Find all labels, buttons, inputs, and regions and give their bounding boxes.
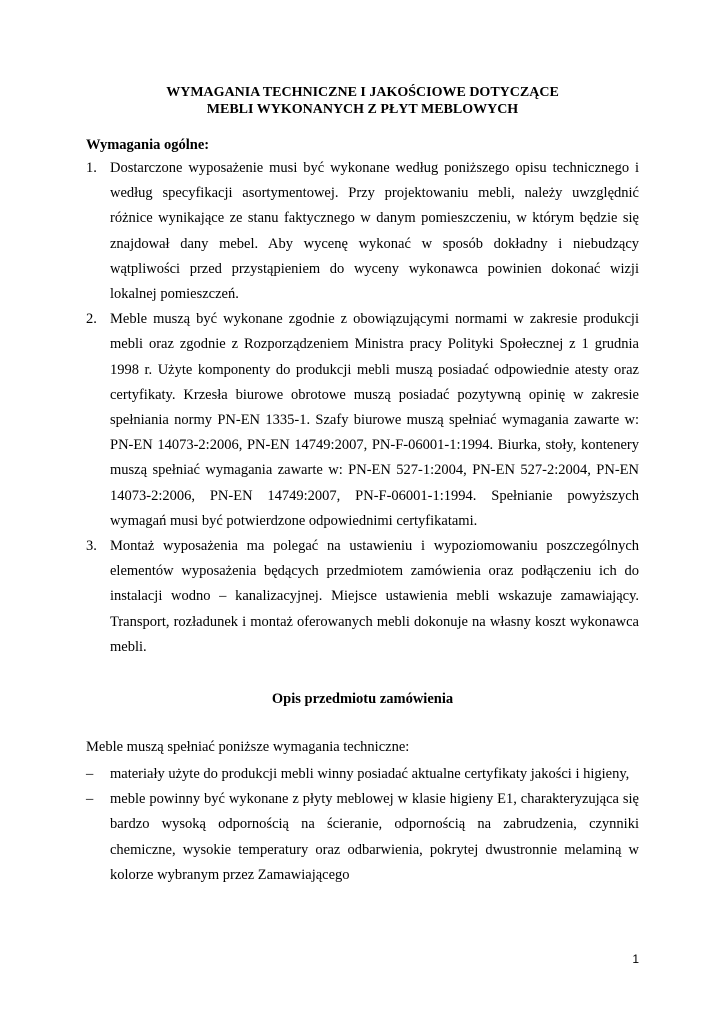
- list-item-text: Dostarczone wyposażenie musi być wykonane według poniższego opisu technicznego i według specyfikacji asortymentowej. Przy projektowaniu mebli, należy uwzględnić różnice wynikające ze stanu faktycznego w danym pomieszczeniu, w którym będzie się znajdował dany mebel. Aby wycenę wykonać w sposób dokładny i niebudzący wątpliwości przed przystąpieniem do wyceny wykonawca powinien dokonać wizji lokalnej pomieszczeń.: [110, 160, 639, 303]
- dash-bullet: –: [86, 766, 94, 782]
- list-item: [86, 307, 639, 534]
- list-item-text: Meble muszą być wykonane zgodnie z obowiązującymi normami w zakresie produkcji mebli oraz zgodnie z Rozporządzeniem Ministra pracy Polityki Społecznej z 1 grudnia 1998 r. Użyte komponenty do produkcji mebli muszą posiadać odpowiednie atesty oraz certyfikaty. Krzesła biurowe obrotowe muszą posiadać pozytywną opinię w zakresie spełniania normy PN-EN 1335-1. Szafy biurowe muszą spełniać wymagania zawarte w: PN-EN 14073-2:2006, PN-EN 14749:2007, PN-F-06001-1:1994. Biurka, stoły, kontenery muszą spełniać wymagania zawarte w: PN-EN 527-1:2004, PN-EN 527-2:2004, PN-EN 14073-2:2006, PN-EN 14749:2007, PN-F-06001-1:1994. Spełnianie powyższych wymagań musi być potwierdzone odpowiednimi certyfikatami.: [110, 311, 639, 529]
- list-item-number: 2.: [86, 311, 97, 328]
- document-title: [0, 84, 725, 118]
- list-item: [86, 762, 639, 787]
- list-item: [86, 156, 639, 307]
- requirements-intro: Meble muszą spełniać poniższe wymagania techniczne:: [86, 739, 410, 755]
- list-item-text: materiały użyte do produkcji mebli winny posiadać aktualne certyfikaty jakości i higieny,: [110, 766, 630, 782]
- list-item-number: 1.: [86, 160, 97, 176]
- dash-bullet: –: [86, 791, 94, 808]
- title-line-1: WYMAGANIA TECHNICZNE I JAKOŚCIOWE DOTYCZĄCE: [166, 85, 559, 100]
- general-requirements-list: [86, 156, 639, 660]
- list-item-number: 3.: [86, 538, 97, 555]
- order-description-heading: Opis przedmiotu zamówienia: [271, 691, 454, 707]
- title-line-2: MEBLI WYKONANYCH Z PŁYT MEBLOWYCH: [206, 102, 519, 117]
- general-requirements-heading: Wymagania ogólne:: [86, 137, 210, 153]
- page-number: 1: [632, 952, 639, 966]
- list-item: [86, 534, 639, 660]
- technical-requirements-list: [86, 762, 639, 888]
- list-item-text: Montaż wyposażenia ma polegać na ustawieniu i wypoziomowaniu poszczególnych elementów wyposażenia będących przedmiotem zamówienia oraz podłączeniu ich do instalacji wodno – kanalizacyjnej. Miejsce ustawienia mebli wskazuje zamawiający. Transport, rozładunek i montaż oferowanych mebli dokonuje na własny koszt wykonawca mebli.: [110, 538, 639, 655]
- list-item-text: meble powinny być wykonane z płyty meblowej w klasie higieny E1, charakteryzująca się bardzo wysoką odpornością na ścieranie, odpornością na zabrudzenia, czynniki chemiczne, wysokie temperatury oraz odbarwienia, pokrytej dwustronnie melaminą w kolorze wybranym przez Zamawiającego: [110, 791, 639, 883]
- list-item: [86, 787, 639, 888]
